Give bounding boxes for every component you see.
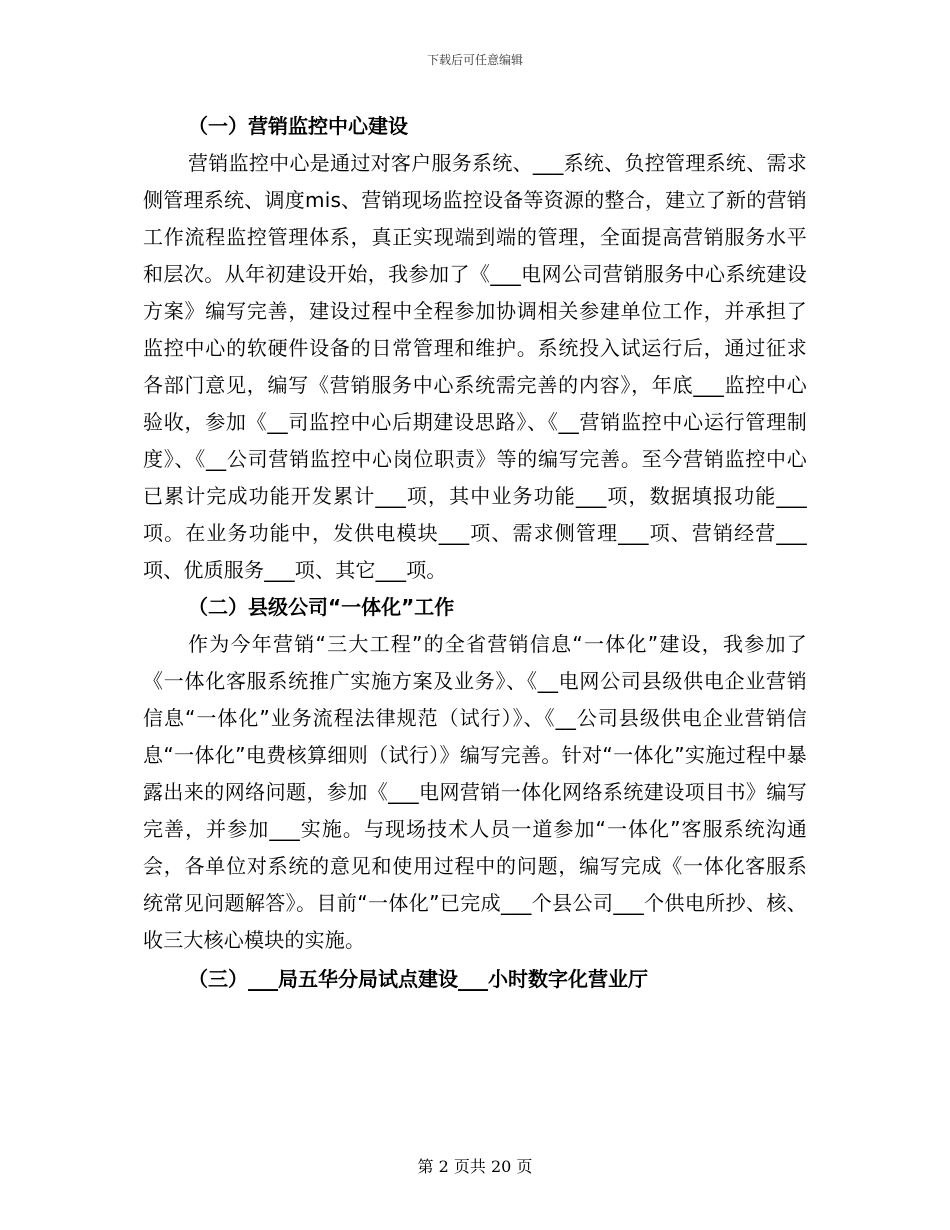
- section-paragraph-2: 作为今年营销“三大工程”的全省营销信息“一体化”建设，我参加了《一体化客服系统推广实施方案及业务》、《__电网公司县级供电企业营销信息“一体化”业务流程法律规范（试行）》、《__公司县级供电企业营销信息“一体化”电费核算细则（试行）》编写完善。针对“一体化”实施过程中暴露出来的网络问题，参加《___电网营销一体化网络系统建设项目书》编写完善，并参加___实施。与现场技术人员一道参加“一体化”客服系统沟通会，各单位对系统的意见和使用过程中的问题，编写完成《一体化客服系统常见问题解答》。目前“一体化”已完成___个县公司___个供电所抄、核、收三大核心模块的实施。: [143, 632, 807, 952]
- page-number: 第 2 页共 20 页: [417, 1157, 533, 1176]
- section-heading-2: （二）县级公司“一体化”工作: [188, 595, 455, 619]
- section-heading-1: （一）营销监控中心建设: [188, 114, 408, 138]
- section-heading-3: （三）___局五华分局试点建设___小时数字化营业厅: [188, 967, 648, 991]
- page-header-note: 下载后可任意编辑: [426, 53, 523, 67]
- section-paragraph-1: 营销监控中心是通过对客户服务系统、___系统、负控管理系统、需求侧管理系统、调度mis、营销现场监控设备等资源的整合，建立了新的营销工作流程监控管理体系，真正实现端到端的管理，全面提高营销服务水平和层次。从年初建设开始，我参加了《___电网公司营销服务中心系统建设方案》编写完善，建设过程中全程参加协调相关参建单位工作，并承担了监控中心的软硬件设备的日常管理和维护。系统投入试运行后，通过征求各部门意见，编写《营销服务中心系统需完善的内容》，年底___监控中心验收，参加《__司监控中心后期建设思路》、《__营销监控中心运行管理制度》、《__公司营销监控中心岗位职责》等的编写完善。至今营销监控中心已累计完成功能开发累计___项，其中业务功能___项，数据填报功能___项。在业务功能中，发供电模块___项、需求侧管理___项、营销经营___项、优质服务___项、其它___项。: [143, 151, 807, 582]
- document-body: [143, 107, 807, 998]
